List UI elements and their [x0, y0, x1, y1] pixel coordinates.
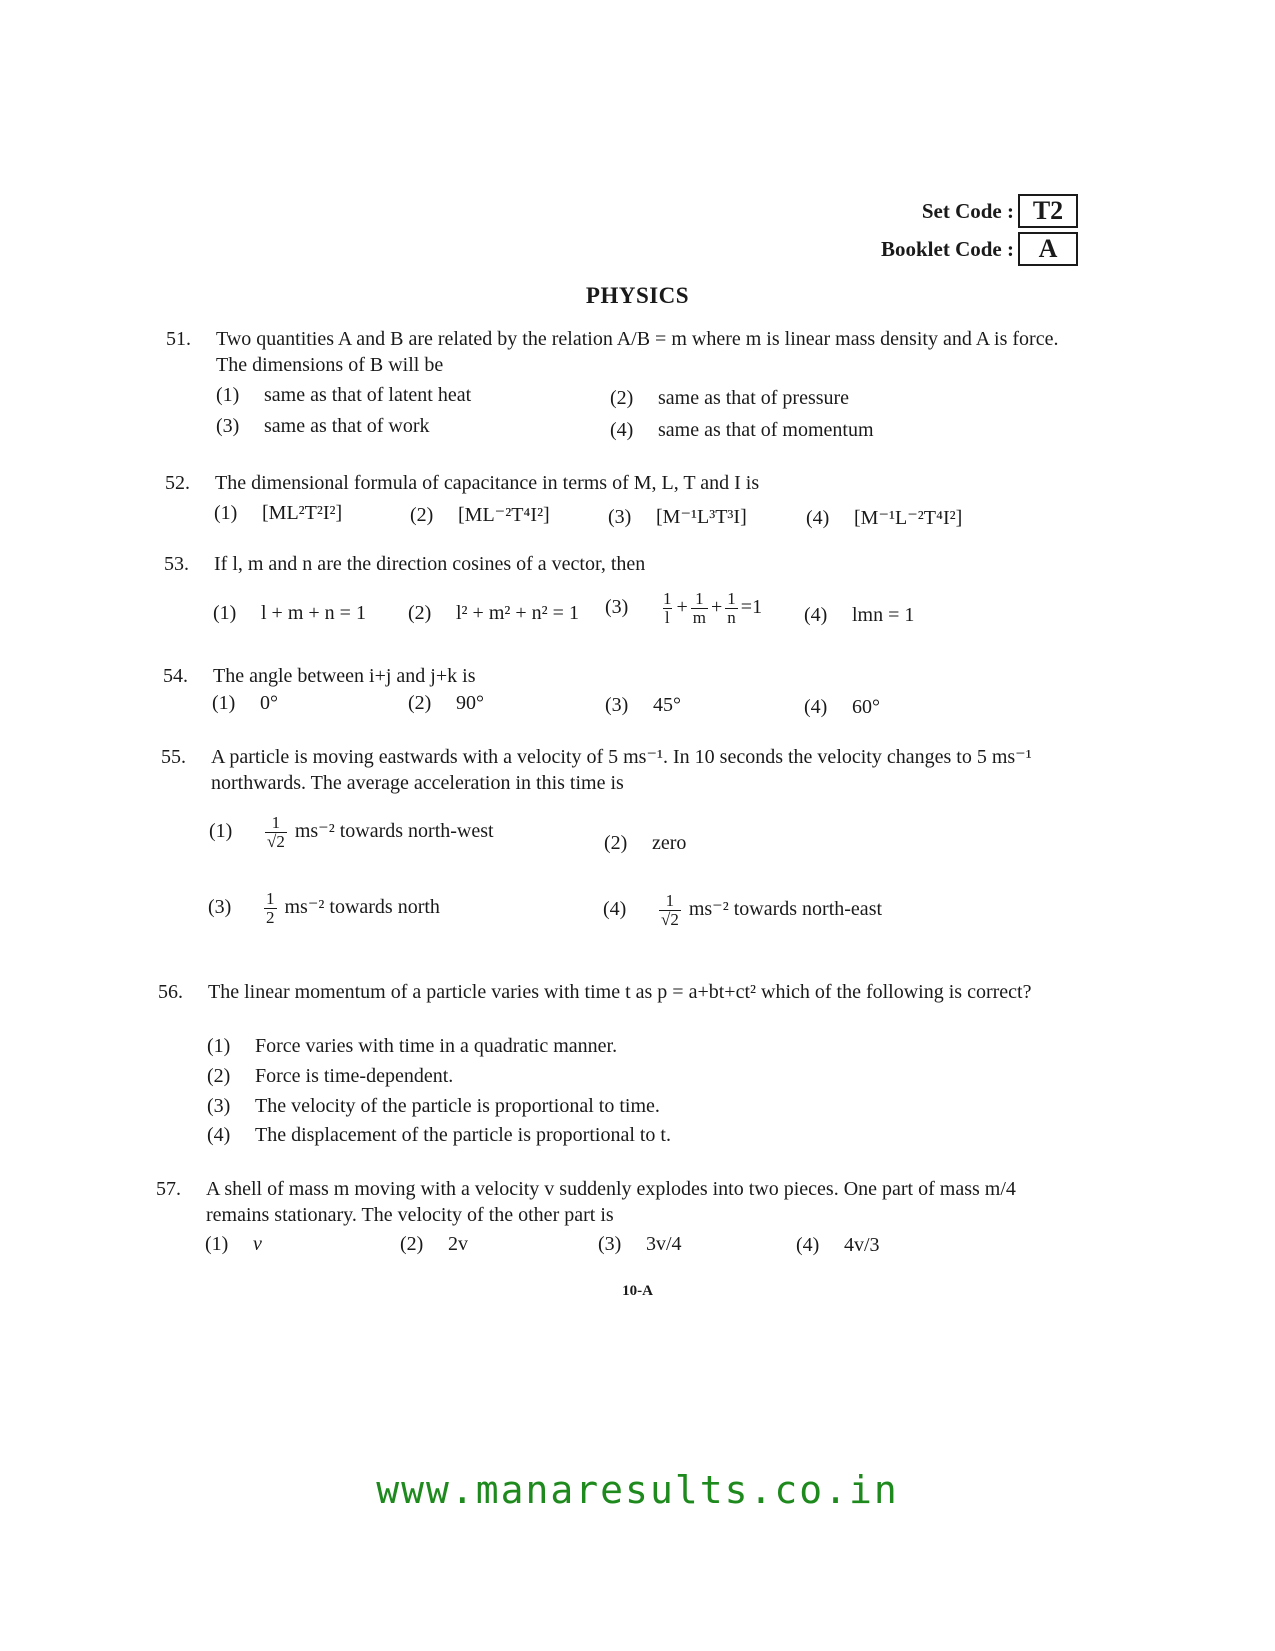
booklet-code-value: A	[1018, 232, 1078, 266]
fraction-1-over-2: $\frac{1}{2}$	[266, 889, 275, 927]
question-number: 55.	[161, 746, 186, 768]
q56-option-2[interactable]: (2) Force is time-dependent.	[207, 1065, 454, 1087]
q54-option-1[interactable]: (1) 0°	[212, 692, 278, 714]
q52-option-1[interactable]: (1) [ML²T²I²]	[214, 502, 343, 524]
q56-option-3[interactable]: (3) The velocity of the particle is proportional to time.	[207, 1095, 660, 1117]
question-text: The dimensional formula of capacitance in terms of M, L, T and I is	[215, 472, 760, 494]
question-number: 57.	[156, 1178, 181, 1200]
page-number: 10-A	[622, 1283, 653, 1299]
q51-option-3[interactable]: (3) same as that of work	[216, 415, 430, 437]
q56-option-4[interactable]: (4) The displacement of the particle is proportional to t.	[207, 1124, 671, 1146]
fraction-1-over-l: $\frac{1}{l}$	[663, 589, 672, 627]
q51-option-4[interactable]: (4) same as that of momentum	[610, 419, 874, 441]
q51-option-1[interactable]: (1) same as that of latent heat	[216, 384, 472, 406]
question-number: 51.	[166, 328, 191, 350]
q55-option-3[interactable]: (3) $\frac{1}{2}$ ms⁻² towards north	[208, 889, 440, 927]
question-text: The linear momentum of a particle varies with time t as p = a+bt+ct² which of the following is correct?	[208, 981, 1032, 1003]
q57-option-3[interactable]: (3) 3v/4	[598, 1233, 682, 1255]
question-number: 52.	[165, 472, 190, 494]
set-code-value: T2	[1018, 194, 1078, 228]
watermark-link[interactable]: www.manaresults.co.in	[376, 1468, 899, 1512]
q54-option-3[interactable]: (3) 45°	[605, 694, 681, 716]
code-panel	[881, 192, 1078, 268]
question-number: 56.	[158, 981, 183, 1003]
question-text: The angle between i+j and j+k is	[213, 665, 476, 687]
subject-title: PHYSICS	[585, 283, 690, 308]
q57-option-1[interactable]: (1) v	[205, 1233, 262, 1255]
q55-option-2[interactable]: (2) zero	[604, 832, 687, 854]
question-number: 53.	[164, 553, 189, 575]
q56-option-1[interactable]: (1) Force varies with time in a quadratic manner.	[207, 1035, 618, 1057]
q51-option-2[interactable]: (2) same as that of pressure	[610, 387, 850, 409]
question-text: If l, m and n are the direction cosines of a vector, then	[214, 553, 646, 575]
set-code-label: Set Code :	[921, 198, 1014, 223]
q53-option-2[interactable]: (2) l² + m² + n² = 1	[408, 602, 579, 624]
q53-option-4[interactable]: (4) lmn = 1	[804, 604, 915, 626]
fraction-1-over-m: $\frac{1}{m}$	[692, 589, 707, 627]
q54-option-2[interactable]: (2) 90°	[408, 692, 484, 714]
question-text: Two quantities A and B are related by the relation A/B = m where m is linear mass density and A is force. The dimensions of B will be	[216, 328, 1059, 376]
fraction-1-over-root2: $\frac{1}{√2}$	[267, 813, 285, 851]
fraction-1-over-n: $\frac{1}{n}$	[727, 589, 736, 627]
q54-option-4[interactable]: (4) 60°	[804, 696, 880, 718]
set-code-row	[881, 192, 1078, 230]
q57-option-2[interactable]: (2) 2v	[400, 1233, 468, 1255]
booklet-code-row	[881, 230, 1078, 268]
q57-option-4[interactable]: (4) 4v/3	[796, 1234, 880, 1256]
question-number: 54.	[163, 665, 188, 687]
q52-option-2[interactable]: (2) [ML⁻²T⁴I²]	[410, 504, 550, 526]
booklet-code-label: Booklet Code :	[881, 236, 1014, 261]
question-text: A shell of mass m moving with a velocity v suddenly explodes into two pieces. One part of mass m/4 remains stationary. The velocity of the other part is	[206, 1178, 1016, 1226]
q53-option-1[interactable]: (1) l + m + n = 1	[213, 602, 366, 624]
q55-option-1[interactable]: (1) $\frac{1}{√2}$ ms⁻² towards north-west	[209, 813, 494, 851]
q53-option-3[interactable]: (3) $\frac{1}{l}$ + $\frac{1}{m}$ + $\frac{1}{n}$ =1	[605, 589, 763, 627]
q52-option-4[interactable]: (4) [M⁻¹L⁻²T⁴I²]	[806, 507, 963, 529]
fraction-1-over-root2: $\frac{1}{√2}$	[661, 891, 679, 929]
q52-option-3[interactable]: (3) [M⁻¹L³T³I]	[608, 506, 747, 528]
q55-option-4[interactable]: (4) $\frac{1}{√2}$ ms⁻² towards north-east	[603, 891, 883, 929]
question-text: A particle is moving eastwards with a velocity of 5 ms⁻¹. In 10 seconds the velocity changes to 5 ms⁻¹ northwards. The average acceleration in this time is	[211, 746, 1032, 794]
